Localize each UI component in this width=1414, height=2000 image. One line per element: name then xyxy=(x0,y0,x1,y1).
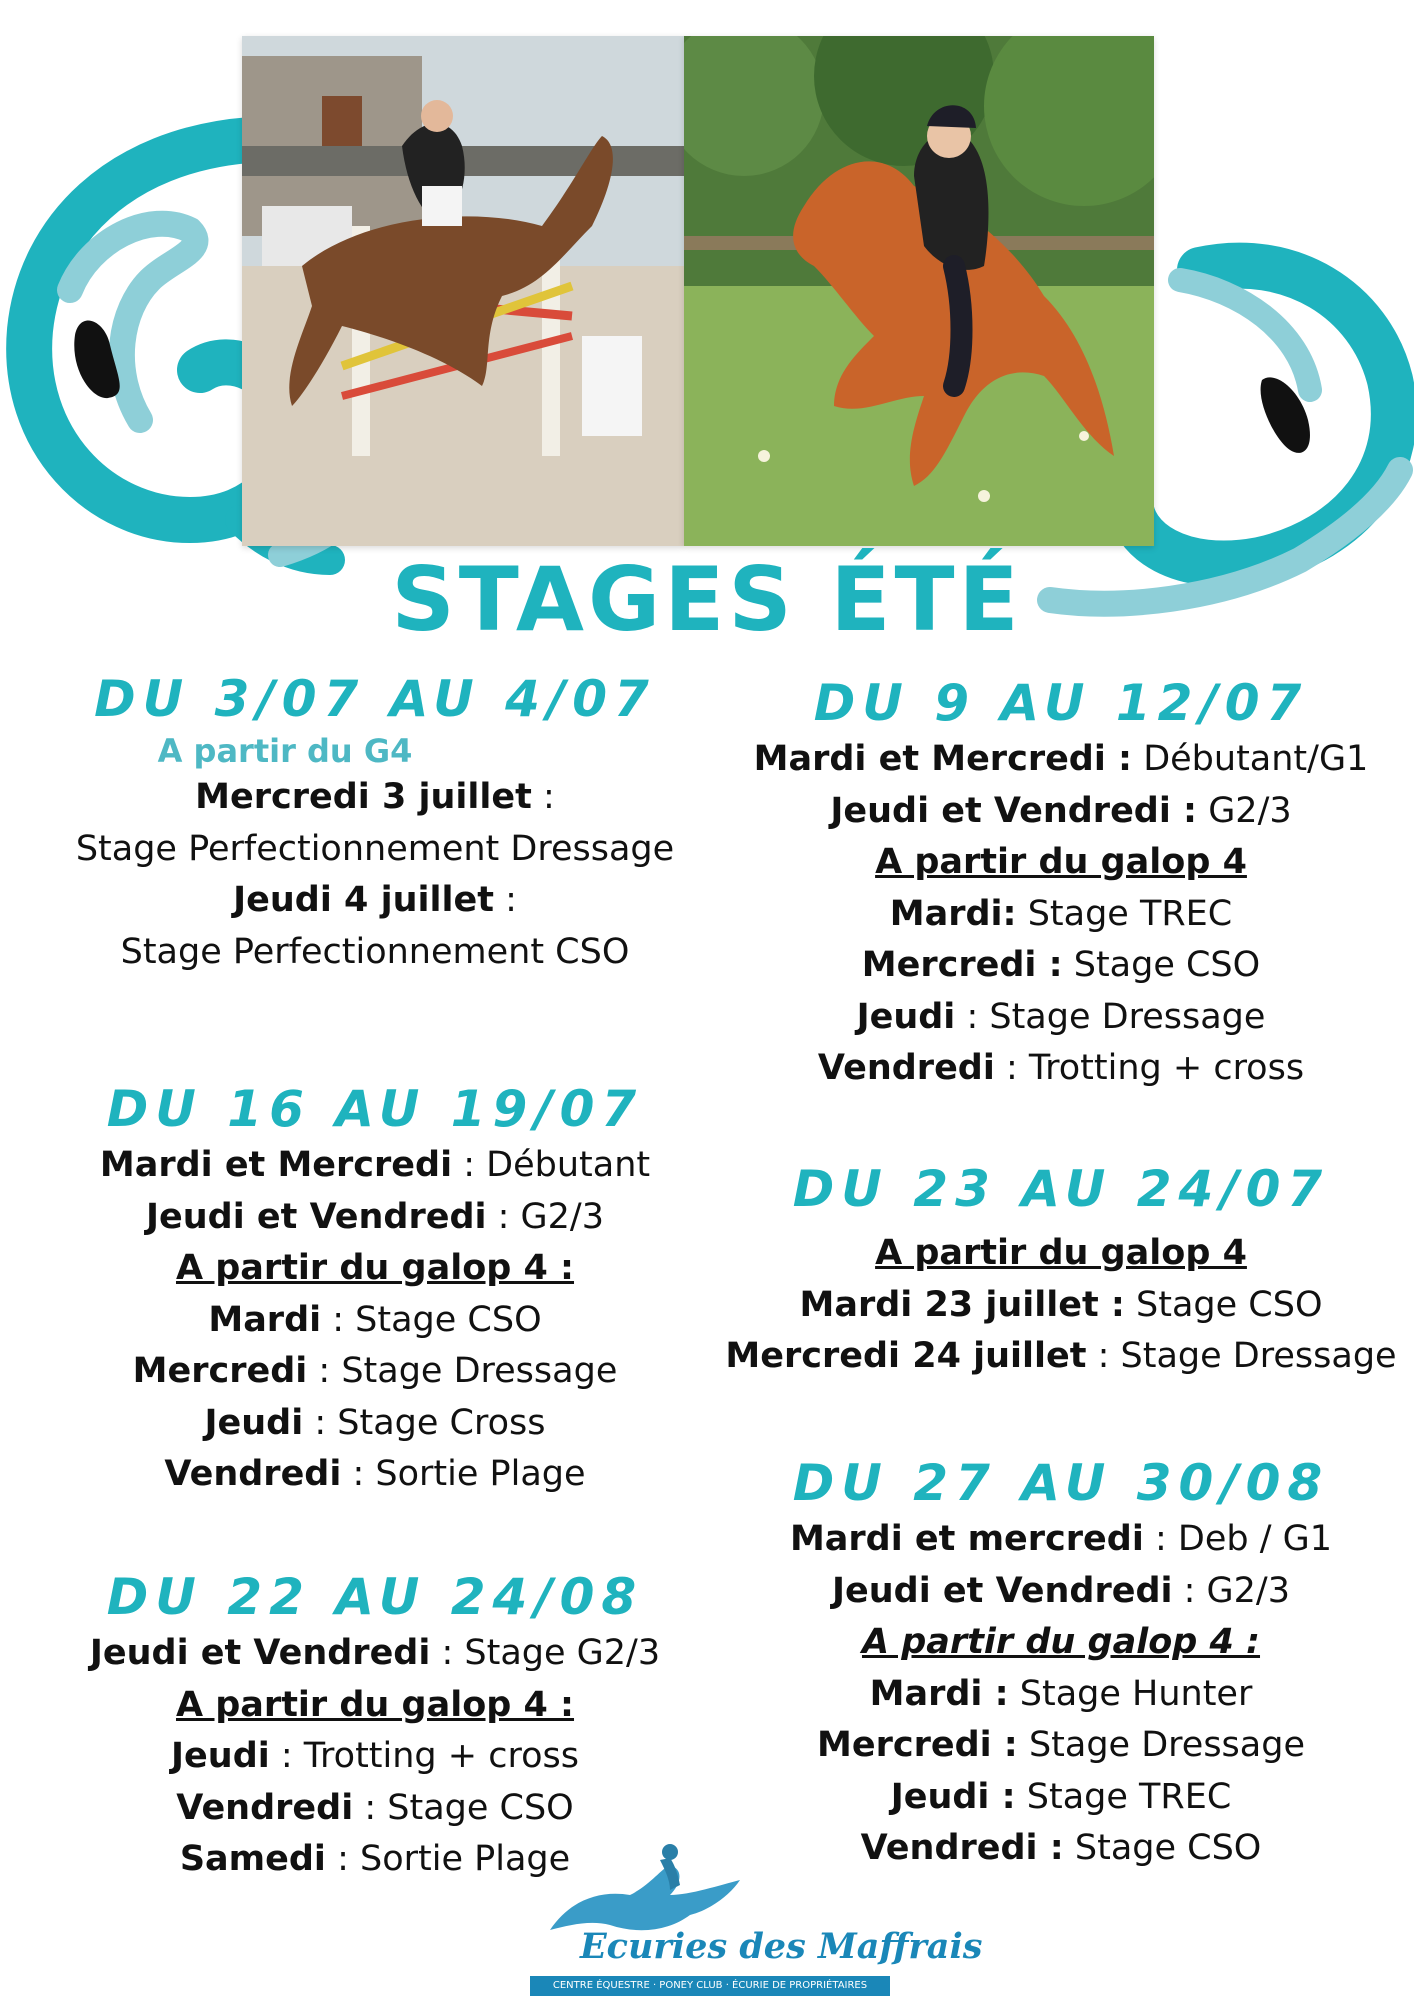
schedule-line: Mardi 23 juillet : Stage CSO xyxy=(799,1284,1323,1325)
horse-jumper-icon xyxy=(520,1840,900,1940)
session-heading: DU 27 AU 30/08 xyxy=(792,1454,1330,1512)
schedule-line: Mardi : Stage CSO xyxy=(208,1299,542,1340)
schedule-line: Jeudi 4 juillet : xyxy=(233,880,517,920)
schedule-line: Mardi et Mercredi : Débutant xyxy=(99,1145,651,1185)
schedule-line: Vendredi : Sortie Plage xyxy=(164,1454,586,1494)
schedule-line: Mercredi 24 juillet : Stage Dressage xyxy=(725,1336,1397,1376)
schedule-line: Mardi et mercredi : Deb / G1 xyxy=(789,1519,1333,1559)
schedule-line: Vendredi : Stage CSO xyxy=(860,1828,1262,1868)
schedule-line: Jeudi et Vendredi : G2/3 xyxy=(832,1570,1290,1611)
session-heading: DU 22 AU 24/08 xyxy=(106,1568,644,1626)
schedule-line: Jeudi : Stage Cross xyxy=(204,1402,546,1443)
schedule-line: Jeudi et Vendredi : G2/3 xyxy=(830,790,1292,831)
schedule-line: Mercredi : Stage CSO xyxy=(861,945,1261,985)
session-block-2 xyxy=(30,1078,720,1501)
schedule-line: Samedi : Sortie Plage xyxy=(179,1839,571,1879)
schedule-line: Mardi et Mercredi : Débutant/G1 xyxy=(753,739,1369,779)
schedule-line: Jeudi : Stage TREC xyxy=(890,1776,1232,1817)
session-block-4 xyxy=(706,672,1414,1095)
session-heading: DU 16 AU 19/07 xyxy=(106,1080,644,1138)
schedule-line: Mercredi : Stage Dressage xyxy=(817,1725,1305,1765)
level-subheading: A partir du G4 xyxy=(157,732,413,770)
level-underline: A partir du galop 4 : xyxy=(861,1622,1261,1662)
schedule-line: Mardi : Stage Hunter xyxy=(869,1673,1253,1714)
schedule-line: Vendredi : Trotting + cross xyxy=(817,1048,1305,1088)
level-underline: A partir du galop 4 : xyxy=(175,1248,575,1288)
schedule-line: Mardi: Stage TREC xyxy=(889,893,1233,934)
session-block-5 xyxy=(706,1158,1414,1383)
session-block-6 xyxy=(706,1452,1414,1875)
schedule-line: Jeudi et Vendredi : G2/3 xyxy=(146,1196,604,1237)
session-block-3 xyxy=(30,1566,720,1886)
schedule-line: Mercredi : Stage Dressage xyxy=(132,1351,618,1391)
level-underline: A partir du galop 4 : xyxy=(175,1684,575,1725)
schedule-line: Jeudi : Trotting + cross xyxy=(171,1736,579,1776)
schedule-line: Vendredi : Stage CSO xyxy=(176,1787,574,1828)
schedule-line: Stage Perfectionnement Dressage xyxy=(75,828,675,869)
club-logo xyxy=(520,1840,983,2000)
session-heading: DU 23 AU 24/07 xyxy=(792,1160,1330,1218)
schedule-line: Stage Perfectionnement CSO xyxy=(120,931,630,972)
logo-name: Ecuries des Maffrais xyxy=(580,1926,983,1967)
page-title: STAGES ÉTÉ xyxy=(391,548,1023,651)
level-underline: A partir du galop 4 xyxy=(875,842,1247,882)
schedule-line: Mercredi 3 juillet : xyxy=(195,777,555,817)
session-block-1 xyxy=(30,668,720,978)
schedule-line: Jeudi et Vendredi : Stage G2/3 xyxy=(89,1633,661,1673)
session-heading: DU 3/07 AU 4/07 xyxy=(94,670,656,728)
cross-country-photo xyxy=(684,36,1154,546)
logo-tagline: CENTRE ÉQUESTRE · PONEY CLUB · ÉCURIE DE PROPRIÉTAIRES xyxy=(530,1976,890,1996)
schedule-line: Jeudi : Stage Dressage xyxy=(856,996,1266,1037)
level-underline: A partir du galop 4 xyxy=(875,1233,1247,1273)
session-heading: DU 9 AU 12/07 xyxy=(813,674,1309,732)
show-jumping-photo xyxy=(242,36,684,546)
